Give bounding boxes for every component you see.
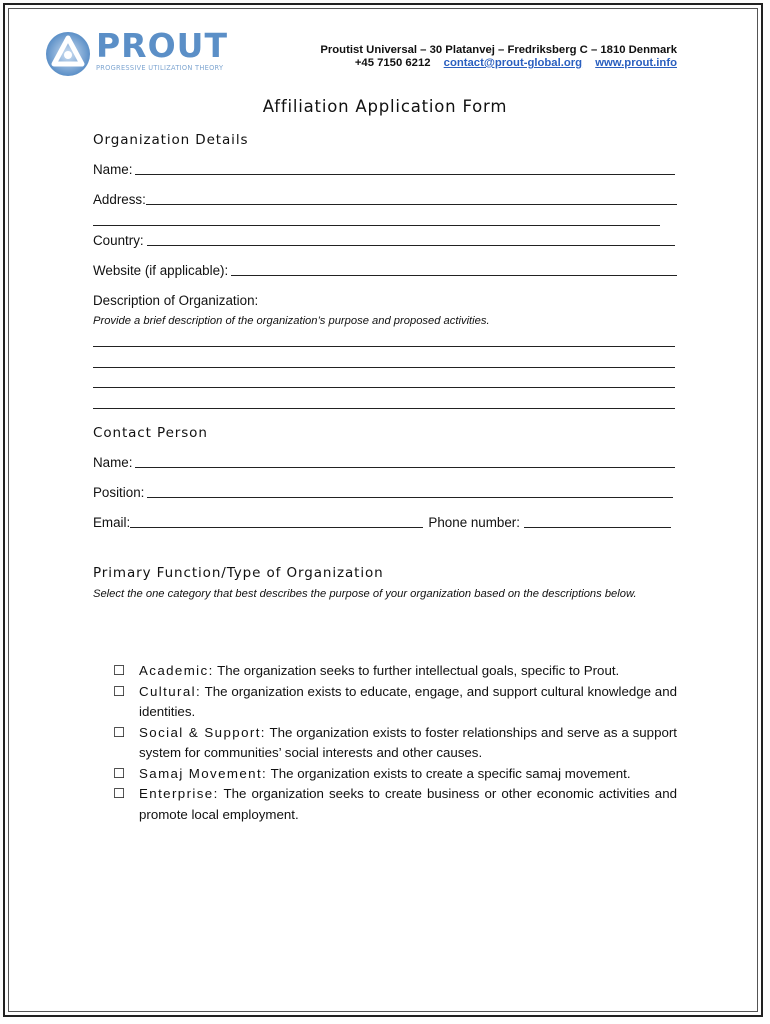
option-name: Academic:: [139, 663, 214, 678]
section-organization-details: Organization Details: [93, 132, 249, 148]
website-label: Website (if applicable):: [93, 263, 229, 278]
description-field: [93, 293, 258, 308]
function-options: [113, 661, 677, 825]
website-field[interactable]: [93, 263, 677, 278]
option-samaj-movement[interactable]: [113, 764, 677, 785]
description-line[interactable]: [93, 387, 675, 388]
contact-name-line[interactable]: [135, 467, 675, 468]
country-line[interactable]: [147, 245, 675, 246]
address-line[interactable]: [146, 204, 677, 205]
description-hint: Provide a brief description of the organization’s purpose and proposed activities.: [93, 315, 490, 327]
checkbox[interactable]: ☐: [113, 683, 125, 699]
option-description: The organization exists to educate, engage, and support cultural knowledge and identities.: [139, 683, 677, 719]
option-description: The organization exists to create a specific samaj movement.: [270, 765, 631, 781]
logo-wordmark: PROUT: [96, 26, 228, 65]
header-address: Proutist Universal – 30 Platanvej – Fredriksberg C – 1810 Denmark: [320, 44, 677, 56]
option-academic[interactable]: [113, 661, 677, 682]
option-description: The organization seeks to create business or other economic activities and promote local employment.: [139, 786, 677, 822]
prout-logo-icon: [44, 30, 94, 80]
checkbox[interactable]: ☐: [113, 663, 125, 678]
option-name: Enterprise:: [139, 786, 219, 801]
phone-line[interactable]: [524, 527, 671, 528]
header-email-link[interactable]: contact@prout-global.org: [443, 57, 583, 69]
email-phone-row: [93, 515, 671, 530]
phone-label: Phone number:: [428, 515, 520, 530]
country-label: Country:: [93, 233, 144, 248]
option-enterprise[interactable]: [113, 784, 677, 825]
section-primary-function: Primary Function/Type of Organization: [93, 565, 384, 581]
description-line[interactable]: [93, 346, 675, 347]
header-contact: [355, 57, 677, 69]
address-label: Address:: [93, 192, 146, 207]
prout-logo: [44, 28, 244, 78]
option-social-support[interactable]: [113, 723, 677, 764]
form-title: Affiliation Application Form: [262, 97, 508, 116]
section-contact-person: Contact Person: [93, 425, 208, 441]
email-label: Email:: [93, 515, 131, 530]
logo-tagline: PROGRESSIVE UTILIZATION THEORY: [96, 64, 224, 72]
option-cultural[interactable]: [113, 682, 677, 723]
contact-name-label: Name:: [93, 455, 133, 470]
checkbox[interactable]: ☐: [113, 765, 125, 781]
option-name: Samaj Movement:: [139, 765, 268, 781]
header-website-link[interactable]: www.prout.info: [595, 57, 677, 69]
position-line[interactable]: [147, 497, 673, 498]
option-name: Social & Support:: [139, 724, 266, 740]
org-name-label: Name:: [93, 162, 133, 177]
page-border-inner: [8, 8, 758, 1012]
country-field[interactable]: [93, 233, 675, 248]
checkbox[interactable]: ☐: [113, 786, 125, 801]
address-field[interactable]: [93, 192, 677, 207]
description-line[interactable]: [93, 367, 675, 368]
description-label: Description of Organization:: [93, 293, 259, 308]
option-description: The organization seeks to further intellectual goals, specific to Prout.: [217, 663, 620, 678]
address-line-2[interactable]: [93, 225, 660, 226]
function-hint: Select the one category that best describes the purpose of your organization based on the descriptions below.: [93, 588, 637, 600]
option-description: The organization exists to foster relationships and serve as a support system for communities’ social interests and other causes.: [139, 724, 677, 760]
email-line[interactable]: [130, 527, 423, 528]
position-field[interactable]: [93, 485, 673, 500]
contact-name-field[interactable]: [93, 455, 675, 470]
description-line[interactable]: [93, 408, 675, 409]
checkbox[interactable]: ☐: [113, 724, 125, 740]
position-label: Position:: [93, 485, 145, 500]
org-name-line[interactable]: [135, 174, 675, 175]
option-name: Cultural:: [139, 683, 202, 699]
header-phone: +45 7150 6212: [354, 57, 431, 69]
website-line[interactable]: [231, 275, 677, 276]
org-name-field[interactable]: [93, 162, 675, 177]
